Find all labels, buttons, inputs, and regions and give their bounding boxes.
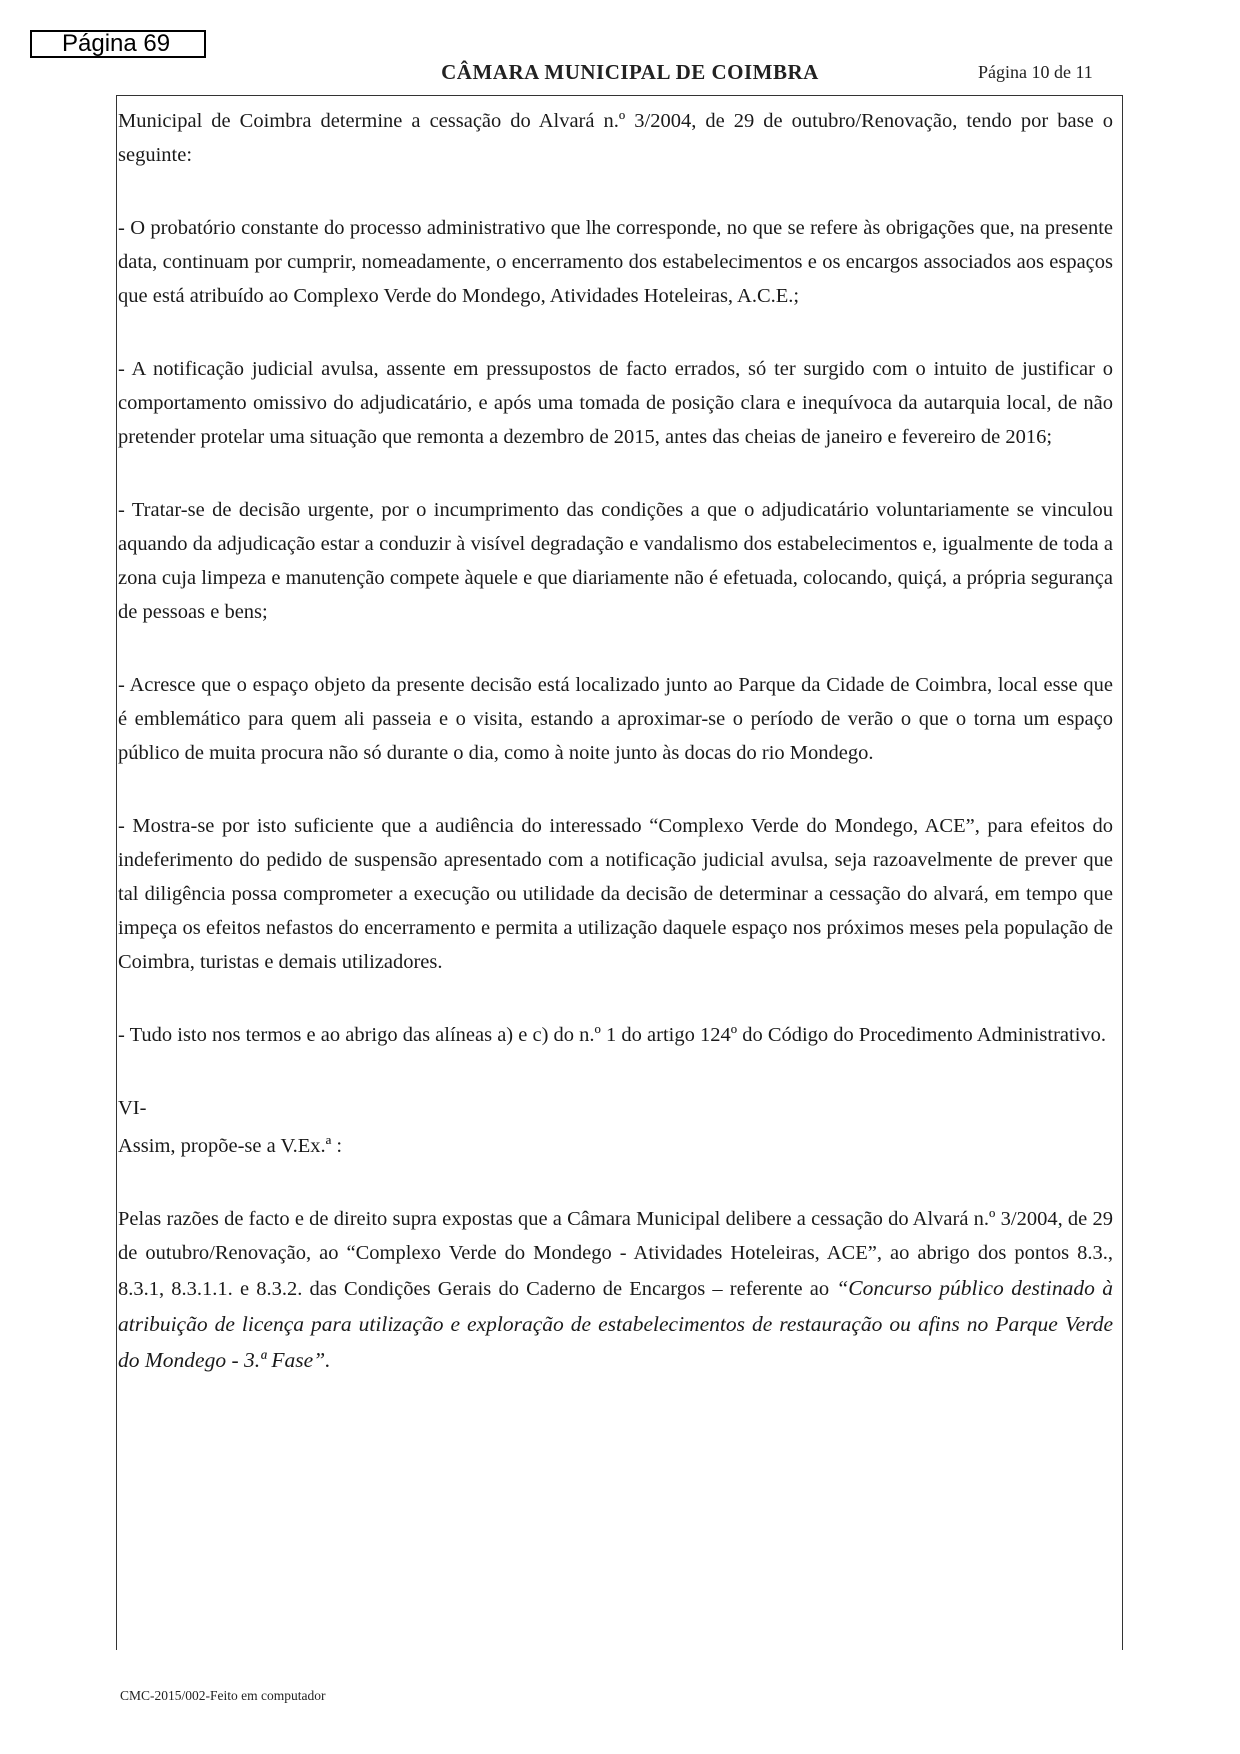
paragraph-audiencia: - Mostra-se por isto suficiente que a audiência do interessado “Complexo Verde do Mondego, ACE”, para efeitos do indeferimento do pedido de suspensão apresentado com a notificação judicial avulsa, seja razoavelmente de prever que tal diligência possa comprometer a execução ou utilidade da decisão de determinar a cessação do alvará, em tempo que impeça os efeitos nefastos do encerramento e permita a utilização daquele espaço nos próximos meses pela população de Coimbra, turistas e demais utilizadores.: [118, 815, 1113, 973]
concurso-title: “Concurso público destinado à atribuição de licença para utilização e exploração de estabelecimentos de restauração ou afins no Parque Verde do Mondego - 3.ª Fase”.: [118, 1276, 1114, 1372]
header-page-number: Página 10 de 11: [978, 62, 1093, 82]
paragraph-intro: Municipal de Coimbra determine a cessação do Alvará n.º 3/2004, de 29 de outubro/Renovação, tendo por base o seguinte:: [118, 110, 1113, 166]
page-stamp: Página 69: [30, 30, 206, 58]
header-title: CÂMARA MUNICIPAL DE COIMBRA: [441, 60, 819, 84]
section-heading: VI-: [118, 1097, 147, 1119]
paragraph-probatorio: - O probatório constante do processo administrativo que lhe corresponde, no que se refere às obrigações que, na presente data, continuam por cumprir, nomeadamente, o encerramento dos estabelecimentos e os encargos associados aos espaços que está atribuído ao Complexo Verde do Mondego, Atividades Hoteleiras, A.C.E.;: [118, 217, 1113, 307]
paragraph-parque: - Acresce que o espaço objeto da presente decisão está localizado junto ao Parque da Cidade de Coimbra, local esse que é emblemático para quem ali passeia e o visita, estando a aproximar-se o período de verão o que o torna um espaço público de muita procura não só durante o dia, como à noite junto às docas do rio Mondego.: [118, 674, 1113, 764]
paragraph-urgencia: - Tratar-se de decisão urgente, por o incumprimento das condições a que o adjudicatário voluntariamente se vinculou aquando da adjudicação estar a conduzir à visível degradação e vandalismo dos estabelecimentos e, igualmente de toda a zona cuja limpeza e manutenção compete àquele e que diariamente não é efetuada, colocando, quiçá, a própria segurança de pessoas e bens;: [118, 499, 1113, 623]
footer-note: CMC-2015/002-Feito em computador: [120, 1688, 326, 1703]
paragraph-artigo: - Tudo isto nos termos e ao abrigo das alíneas a) e c) do n.º 1 do artigo 124º do Código do Procedimento Administrativo.: [118, 1024, 1107, 1046]
paragraph-proposta: Assim, propõe-se a V.Ex.ª :: [118, 1135, 343, 1157]
paragraph-notificacao: - A notificação judicial avulsa, assente em pressupostos de facto errados, só ter surgido com o intuito de justificar o comportamento omissivo do adjudicatário, e após uma tomada de posição clara e inequívoca da autarquia local, de não pretender protelar uma situação que remonta a dezembro de 2015, antes das cheias de janeiro e fevereiro de 2016;: [118, 358, 1113, 448]
document-body: [118, 104, 1113, 1417]
paragraph-deliberacao: [118, 1202, 1113, 1378]
deliberacao-text: Pelas razões de facto e de direito supra expostas que a Câmara Municipal delibere a cessação do Alvará n.º 3/2004, de 29 de outubro/Renovação, ao “Complexo Verde do Mondego - Atividades Hoteleiras, ACE”, ao abrigo dos pontos 8.3., 8.3.1, 8.3.1.1. e 8.3.2. das Condições Gerais do Caderno de Encargos – referente ao: [118, 1208, 1113, 1300]
